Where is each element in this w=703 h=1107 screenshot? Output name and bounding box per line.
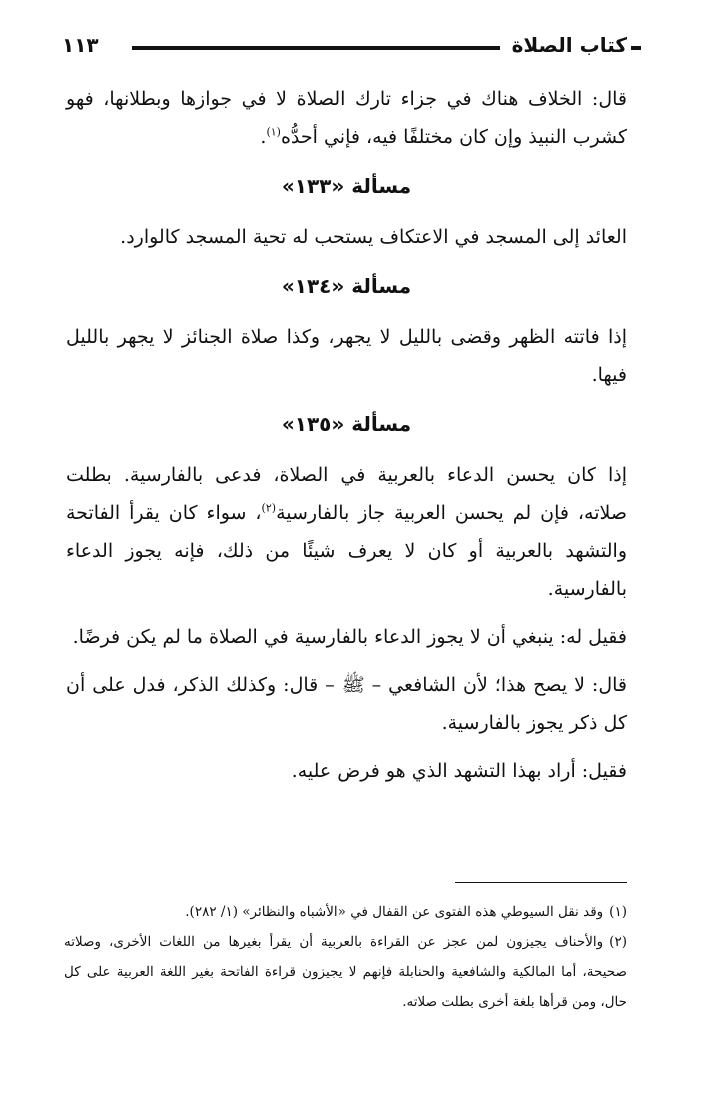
- header-title-wrap: [500, 30, 627, 60]
- main-text: [66, 80, 627, 800]
- paragraph-3: إذا فاتته الظهر وقضى بالليل لا يجهر، وكذا صلاة الجنائز لا يجهر بالليل فيها.: [66, 326, 627, 386]
- running-header: [62, 30, 627, 64]
- footnote-1-number: (١): [609, 904, 627, 920]
- paragraph-5: فقيل له: ينبغي أن لا يجوز الدعاء بالفارسية في الصلاة ما لم يكن فرضًا.: [72, 626, 627, 648]
- paragraph-6: قال: لا يصح هذا؛ لأن الشافعي – ﷺ – قال: وكذلك الذكر، فدل على أن كل ذكر يجوز بالفارسية.: [66, 674, 627, 734]
- section-heading-135: مسألة «١٣٥»: [281, 412, 412, 436]
- footnote-1: [64, 897, 627, 927]
- footnote-ref-2: (٢): [261, 501, 277, 515]
- section-heading-134: مسألة «١٣٤»: [281, 274, 412, 298]
- paragraph-2: العائد إلى المسجد في الاعتكاف يستحب له تحية المسجد كالوارد.: [120, 226, 627, 248]
- section-heading-133: مسألة «١٣٣»: [281, 174, 412, 198]
- paragraph-1-end: .: [260, 126, 267, 148]
- footnote-1-text: وقد نقل السيوطي هذه الفتوى عن القفال في «الأشباه والنظائر» (١/ ٢٨٢).: [185, 904, 604, 920]
- footnote-2: [64, 927, 627, 1017]
- paragraph-1: [66, 80, 627, 156]
- book-title: كتاب الصلاة: [506, 33, 627, 57]
- paragraph-1-text: قال: الخلاف هناك في جزاء تارك الصلاة لا في جوازها وبطلانها، فهو كشرب النبيذ وإن كان مختلفًا فيه، فإني أحدُّه: [66, 88, 627, 148]
- paragraph-4: [66, 456, 627, 608]
- paragraph-4-text-b: ، سواء كان يقرأ الفاتحة والتشهد بالعربية أو كان لا يعرف شيئًا من ذلك، فإنه يجوز الدعاء بالفارسية.: [66, 502, 627, 600]
- footnote-2-text: والأحناف يجيزون لمن عجز عن القراءة بالعربية أن يقرأ بغيرها من اللغات الأخرى، وصلاته صحيحة، أما المالكية والشافعية والحنابلة فإنهم لا يجيزون قراءة الفاتحة بغير اللغة العربية على كل حال، ومن قرأها بلغة أخرى بطلت صلاته.: [64, 934, 627, 1010]
- page-number: ١١٣: [62, 33, 99, 57]
- header-dash: [631, 46, 641, 50]
- paragraph-4-text-a: إذا كان يحسن الدعاء بالعربية في الصلاة، فدعى بالفارسية. بطلت صلاته، فإن لم يحسن العربية جاز بالفارسية: [66, 464, 627, 524]
- footnote-ref-1: (١): [266, 125, 281, 139]
- paragraph-7: فقيل: أراد بهذا التشهد الذي هو فرض عليه.: [291, 760, 627, 782]
- footnote-separator: [455, 882, 627, 883]
- footnotes: [64, 897, 627, 1017]
- footnote-2-number: (٢): [609, 934, 627, 950]
